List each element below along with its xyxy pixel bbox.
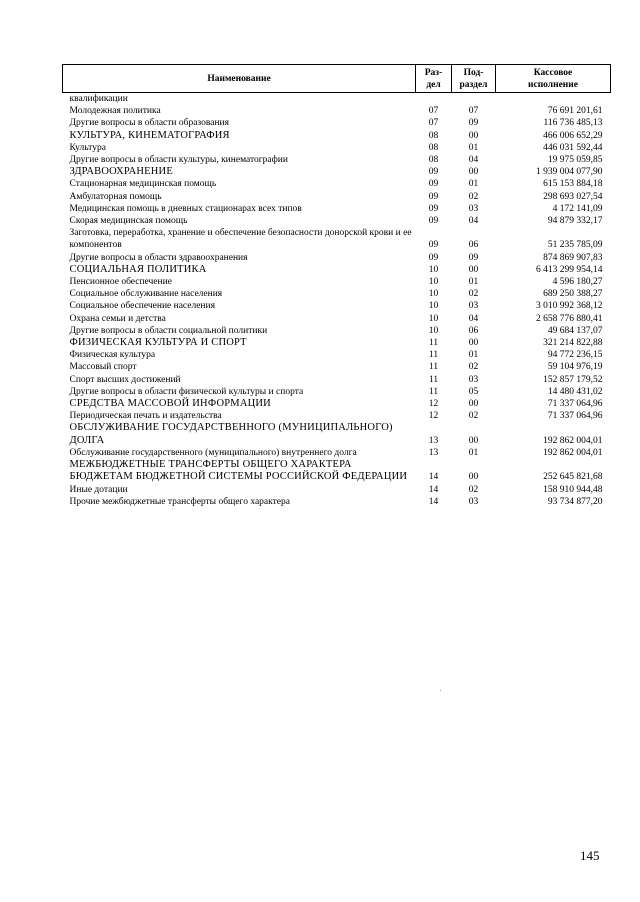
row-name: ОБСЛУЖИВАНИЕ ГОСУДАРСТВЕННОГО (МУНИЦИПАЛЬНОГО) ДОЛГА: [69, 422, 393, 446]
row-subsection-code: 00: [468, 338, 479, 349]
row-amount: 94 879 332,17: [547, 216, 603, 227]
row-amount: 321 214 822,88: [543, 338, 603, 349]
table-row: [63, 386, 611, 398]
row-subsection-code: 01: [468, 447, 479, 458]
row-subsection-code: 02: [468, 411, 479, 422]
row-name: Прочие межбюджетные трансферты общего характера: [69, 496, 290, 507]
row-subsection-code: 04: [468, 313, 479, 324]
table-row: [63, 361, 611, 373]
row-section-code: 09: [428, 179, 439, 190]
row-subsection-code: 00: [468, 130, 479, 141]
row-subsection-code: 00: [468, 472, 479, 483]
row-section-code: 07: [428, 106, 439, 117]
table-row: [63, 484, 611, 496]
table-row-section-total: [63, 398, 611, 410]
row-amount: 76 691 201,61: [547, 106, 603, 117]
row-name: Другие вопросы в области социальной политики: [69, 325, 268, 336]
row-section-code: 11: [428, 374, 439, 385]
row-name: Амбулаторная помощь: [69, 191, 162, 202]
row-section-code: 14: [428, 472, 439, 483]
row-subsection-code: 07: [468, 106, 479, 117]
table-row: [63, 410, 611, 422]
table-header: [63, 65, 611, 93]
table-row-section-total: [63, 264, 611, 276]
table-row: [63, 300, 611, 312]
row-name: Другие вопросы в области образования: [69, 118, 229, 129]
table-row: [63, 178, 611, 190]
row-amount: 158 910 944,48: [543, 484, 603, 495]
row-section-code: [416, 93, 452, 106]
row-name: Культура: [69, 142, 106, 153]
row-amount: 2 658 776 880,41: [536, 313, 603, 324]
row-amount: 874 869 907,83: [543, 252, 603, 263]
row-section-code: 08: [428, 155, 439, 166]
header-amount-line1: Кассовое: [533, 67, 573, 78]
row-section-code: 09: [428, 191, 439, 202]
row-name: Скорая медицинская помощь: [69, 216, 188, 227]
row-amount: 71 337 064,96: [547, 411, 603, 422]
row-amount: 14 480 431,02: [547, 386, 603, 397]
table-row: [63, 349, 611, 361]
row-subsection-code: 02: [468, 191, 479, 202]
row-subsection-code: 06: [468, 240, 479, 251]
row-amount: 192 862 004,01: [543, 447, 603, 458]
row-subsection-code: 05: [468, 386, 479, 397]
row-amount: 252 645 821,68: [543, 472, 603, 483]
row-subsection-code: 00: [468, 399, 479, 410]
table-row: [63, 447, 611, 459]
row-name: Молодежная политика: [69, 106, 161, 117]
table-row: [63, 276, 611, 288]
row-name: Другие вопросы в области физической культуры и спорта: [69, 386, 304, 397]
row-section-code: 11: [428, 362, 439, 373]
header-name-label: Наименование: [207, 73, 271, 84]
table-row: [63, 313, 611, 325]
row-name: Стационарная медицинская помощь: [69, 179, 217, 190]
row-subsection-code: 00: [468, 435, 479, 446]
row-section-code: 14: [428, 496, 439, 507]
row-section-code: 13: [428, 435, 439, 446]
table-row-section-total: [63, 337, 611, 349]
row-amount: 192 862 004,01: [543, 435, 603, 446]
row-name: Периодическая печать и издательства: [69, 411, 222, 422]
row-name: КУЛЬТУРА, КИНЕМАТОГРАФИЯ: [69, 129, 230, 141]
row-amount: 59 104 976,19: [547, 362, 603, 373]
row-amount: 3 010 992 368,12: [536, 301, 603, 312]
row-subsection-code: 03: [468, 496, 479, 507]
row-amount: 446 031 592,44: [543, 142, 603, 153]
row-amount: 1 939 004 077,90: [536, 167, 603, 178]
row-section-code: 10: [428, 325, 439, 336]
row-amount: 94 772 236,15: [547, 350, 603, 361]
row-subsection-code: 04: [468, 155, 479, 166]
row-section-code: 08: [428, 130, 439, 141]
table-row: [63, 215, 611, 227]
row-name: Охрана семьи и детства: [69, 313, 166, 324]
table-row-section-total: [63, 130, 611, 142]
row-amount: 71 337 064,96: [547, 399, 603, 410]
row-subsection-code: 09: [468, 252, 479, 263]
table-row-section-total: [63, 459, 611, 483]
row-amount: 4 172 141,09: [552, 203, 603, 214]
row-subsection-code: 03: [468, 301, 479, 312]
row-subsection-code: 01: [468, 179, 479, 190]
row-name: ЗДРАВООХРАНЕНИЕ: [69, 166, 173, 178]
row-name: Другие вопросы в области культуры, кинематографии: [69, 155, 288, 166]
row-section-code: 11: [428, 386, 439, 397]
row-subsection-code: 06: [468, 325, 479, 336]
row-section-code: 08: [428, 142, 439, 153]
table-row: [63, 325, 611, 337]
row-subsection-code: 02: [468, 484, 479, 495]
row-amount: 466 006 652,29: [543, 130, 603, 141]
table-row: [63, 227, 611, 251]
row-subsection-code: 00: [468, 264, 479, 275]
row-section-code: 14: [428, 484, 439, 495]
row-section-code: 12: [428, 411, 439, 422]
row-name: Другие вопросы в области здравоохранения: [69, 252, 248, 263]
row-amount: 19 975 059,85: [547, 155, 603, 166]
header-subsection: [452, 65, 496, 93]
header-subsection-line2: раздел: [459, 79, 488, 90]
row-subsection-code: 09: [468, 118, 479, 129]
header-section: [416, 65, 452, 93]
table-row: [63, 117, 611, 129]
row-section-code: 12: [428, 399, 439, 410]
scan-speck: [440, 690, 441, 691]
header-subsection-line1: Под-: [463, 67, 484, 78]
row-section-code: 09: [428, 167, 439, 178]
table-body: [63, 93, 611, 508]
row-amount: 152 857 179,52: [543, 374, 603, 385]
table-row: [63, 496, 611, 508]
row-subsection-code: 02: [468, 362, 479, 373]
table-row: [63, 288, 611, 300]
row-subsection-code: 03: [468, 203, 479, 214]
table-row: [63, 142, 611, 154]
row-name: Социальное обеспечение населения: [69, 301, 215, 312]
row-name: Иные дотации: [69, 484, 128, 495]
row-name: Медицинская помощь в дневных стационарах всех типов: [69, 203, 302, 214]
header-amount: [496, 65, 611, 93]
row-amount: 116 736 485,13: [543, 118, 603, 129]
table-row: [63, 374, 611, 386]
row-section-code: 10: [428, 301, 439, 312]
row-section-code: 13: [428, 447, 439, 458]
table-row: [63, 191, 611, 203]
row-section-code: 11: [428, 338, 439, 349]
row-subsection-code: 01: [468, 277, 479, 288]
row-section-code: 10: [428, 277, 439, 288]
row-name: квалификации: [69, 94, 128, 104]
row-amount: [496, 93, 611, 106]
row-name: СОЦИАЛЬНАЯ ПОЛИТИКА: [69, 263, 207, 275]
row-section-code: 10: [428, 313, 439, 324]
row-name: Спорт высших достижений: [69, 374, 181, 385]
row-section-code: 09: [428, 203, 439, 214]
row-name: Заготовка, переработка, хранение и обеспечение безопасности донорской крови и ее компонентов: [69, 228, 412, 251]
row-amount: 51 235 785,09: [547, 240, 603, 251]
row-amount: 298 693 027,54: [543, 191, 603, 202]
header-amount-line2: исполнение: [528, 79, 578, 90]
table-row-section-total: [63, 166, 611, 178]
row-section-code: 10: [428, 289, 439, 300]
table-row: [63, 154, 611, 166]
table-row: [63, 203, 611, 215]
row-amount: 6 413 299 954,14: [536, 264, 603, 275]
budget-execution-table: [62, 64, 611, 508]
row-section-code: 10: [428, 264, 439, 275]
row-name: Физическая культура: [69, 350, 156, 361]
row-section-code: 09: [428, 216, 439, 227]
row-subsection-code: 02: [468, 289, 479, 300]
table-row-section-total: [63, 422, 611, 446]
row-subsection-code: 01: [468, 350, 479, 361]
table-row: [63, 93, 611, 106]
row-subsection-code: 00: [468, 167, 479, 178]
row-section-code: 11: [428, 350, 439, 361]
header-section-line2: дел: [426, 79, 441, 90]
table-row: [63, 105, 611, 117]
row-amount: 93 734 877,20: [547, 496, 603, 507]
row-subsection-code: 03: [468, 374, 479, 385]
row-amount: 4 596 180,27: [552, 277, 603, 288]
row-section-code: 09: [428, 252, 439, 263]
page-number: 145: [580, 848, 600, 863]
row-name: Обслуживание государственного (муниципального) внутреннего долга: [69, 447, 357, 458]
row-amount: 689 250 388,27: [543, 289, 603, 300]
row-name: ФИЗИЧЕСКАЯ КУЛЬТУРА И СПОРТ: [69, 337, 247, 349]
row-name: МЕЖБЮДЖЕТНЫЕ ТРАНСФЕРТЫ ОБЩЕГО ХАРАКТЕРА БЮДЖЕТАМ БЮДЖЕТНОЙ СИСТЕМЫ РОССИЙСКОЙ ФЕДЕРАЦИИ: [69, 459, 408, 483]
row-name: Массовый спорт: [69, 362, 137, 373]
table-row: [63, 252, 611, 264]
row-section-code: 09: [428, 240, 439, 251]
row-section-code: 07: [428, 118, 439, 129]
row-subsection-code: [452, 93, 496, 106]
row-name: Социальное обслуживание населения: [69, 289, 223, 300]
header-section-line1: Раз-: [424, 67, 443, 78]
header-name: [63, 65, 416, 93]
row-amount: 615 153 884,18: [543, 179, 603, 190]
row-subsection-code: 01: [468, 142, 479, 153]
row-amount: 49 684 137,07: [547, 325, 603, 336]
row-subsection-code: 04: [468, 216, 479, 227]
row-name: Пенсионное обеспечение: [69, 277, 172, 288]
row-name: СРЕДСТВА МАССОВОЙ ИНФОРМАЦИИ: [69, 398, 271, 410]
